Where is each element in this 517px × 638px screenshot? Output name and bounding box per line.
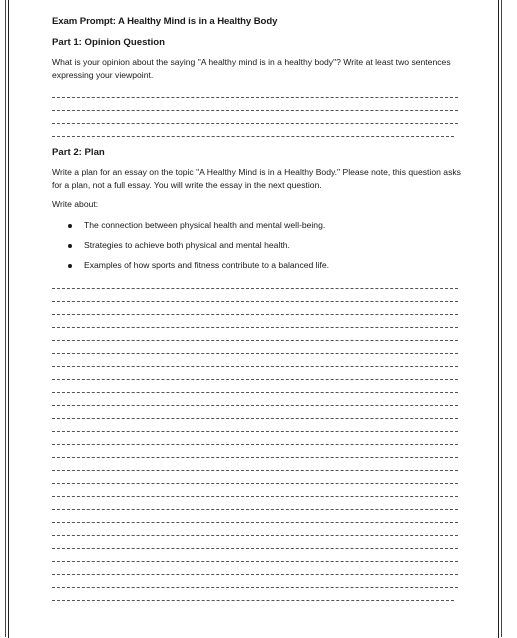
answer-line[interactable] bbox=[52, 127, 462, 140]
part1-prompt: What is your opinion about the saying "A healthy mind is in a healthy body"? Write at least two sentences expressing your viewpoint. bbox=[52, 57, 451, 80]
answer-line[interactable] bbox=[52, 396, 462, 409]
part2-prompt: Write a plan for an essay on the topic "A Healthy Mind is in a Healthy Body." Please note, this question asks for a plan, not a full essay. You will write the essay in the next question. bbox=[52, 167, 461, 190]
list-item-text: The connection between physical health and mental well-being. bbox=[84, 220, 326, 230]
answer-line[interactable] bbox=[52, 357, 462, 370]
document-title: Exam Prompt: A Healthy Mind is in a Healthy Body bbox=[52, 16, 278, 27]
answer-line[interactable] bbox=[52, 383, 462, 396]
answer-line[interactable] bbox=[52, 565, 462, 578]
answer-line[interactable] bbox=[52, 552, 462, 565]
list-item bbox=[52, 219, 462, 232]
answer-line[interactable] bbox=[52, 370, 462, 383]
part2-heading: Part 2: Plan bbox=[52, 147, 105, 158]
write-about-label: Write about: bbox=[52, 199, 99, 209]
topic-list bbox=[52, 219, 462, 272]
bullet-icon bbox=[68, 224, 72, 228]
answer-line[interactable] bbox=[52, 292, 462, 305]
answer-line[interactable] bbox=[52, 578, 462, 591]
answer-line[interactable] bbox=[52, 279, 462, 292]
answer-line[interactable] bbox=[52, 500, 462, 513]
part1-answer-area[interactable] bbox=[52, 88, 462, 140]
answer-line[interactable] bbox=[52, 318, 462, 331]
answer-line[interactable] bbox=[52, 409, 462, 422]
exam-document bbox=[52, 15, 462, 604]
answer-line[interactable] bbox=[52, 513, 462, 526]
answer-line[interactable] bbox=[52, 487, 462, 500]
bullet-icon bbox=[68, 264, 72, 268]
answer-line[interactable] bbox=[52, 101, 462, 114]
list-item bbox=[52, 259, 462, 272]
answer-line[interactable] bbox=[52, 88, 462, 101]
list-item bbox=[52, 239, 462, 252]
answer-line[interactable] bbox=[52, 448, 462, 461]
answer-line[interactable] bbox=[52, 331, 462, 344]
list-item-text: Strategies to achieve both physical and mental health. bbox=[84, 240, 290, 250]
answer-line[interactable] bbox=[52, 591, 462, 604]
part2-answer-area[interactable] bbox=[52, 279, 462, 604]
list-item-text: Examples of how sports and fitness contribute to a balanced life. bbox=[84, 260, 330, 270]
answer-line[interactable] bbox=[52, 114, 462, 127]
answer-line[interactable] bbox=[52, 539, 462, 552]
answer-line[interactable] bbox=[52, 474, 462, 487]
answer-line[interactable] bbox=[52, 435, 462, 448]
answer-line[interactable] bbox=[52, 461, 462, 474]
part1-heading: Part 1: Opinion Question bbox=[52, 37, 165, 48]
answer-line[interactable] bbox=[52, 305, 462, 318]
answer-line[interactable] bbox=[52, 526, 462, 539]
answer-line[interactable] bbox=[52, 422, 462, 435]
answer-line[interactable] bbox=[52, 344, 462, 357]
bullet-icon bbox=[68, 244, 72, 248]
